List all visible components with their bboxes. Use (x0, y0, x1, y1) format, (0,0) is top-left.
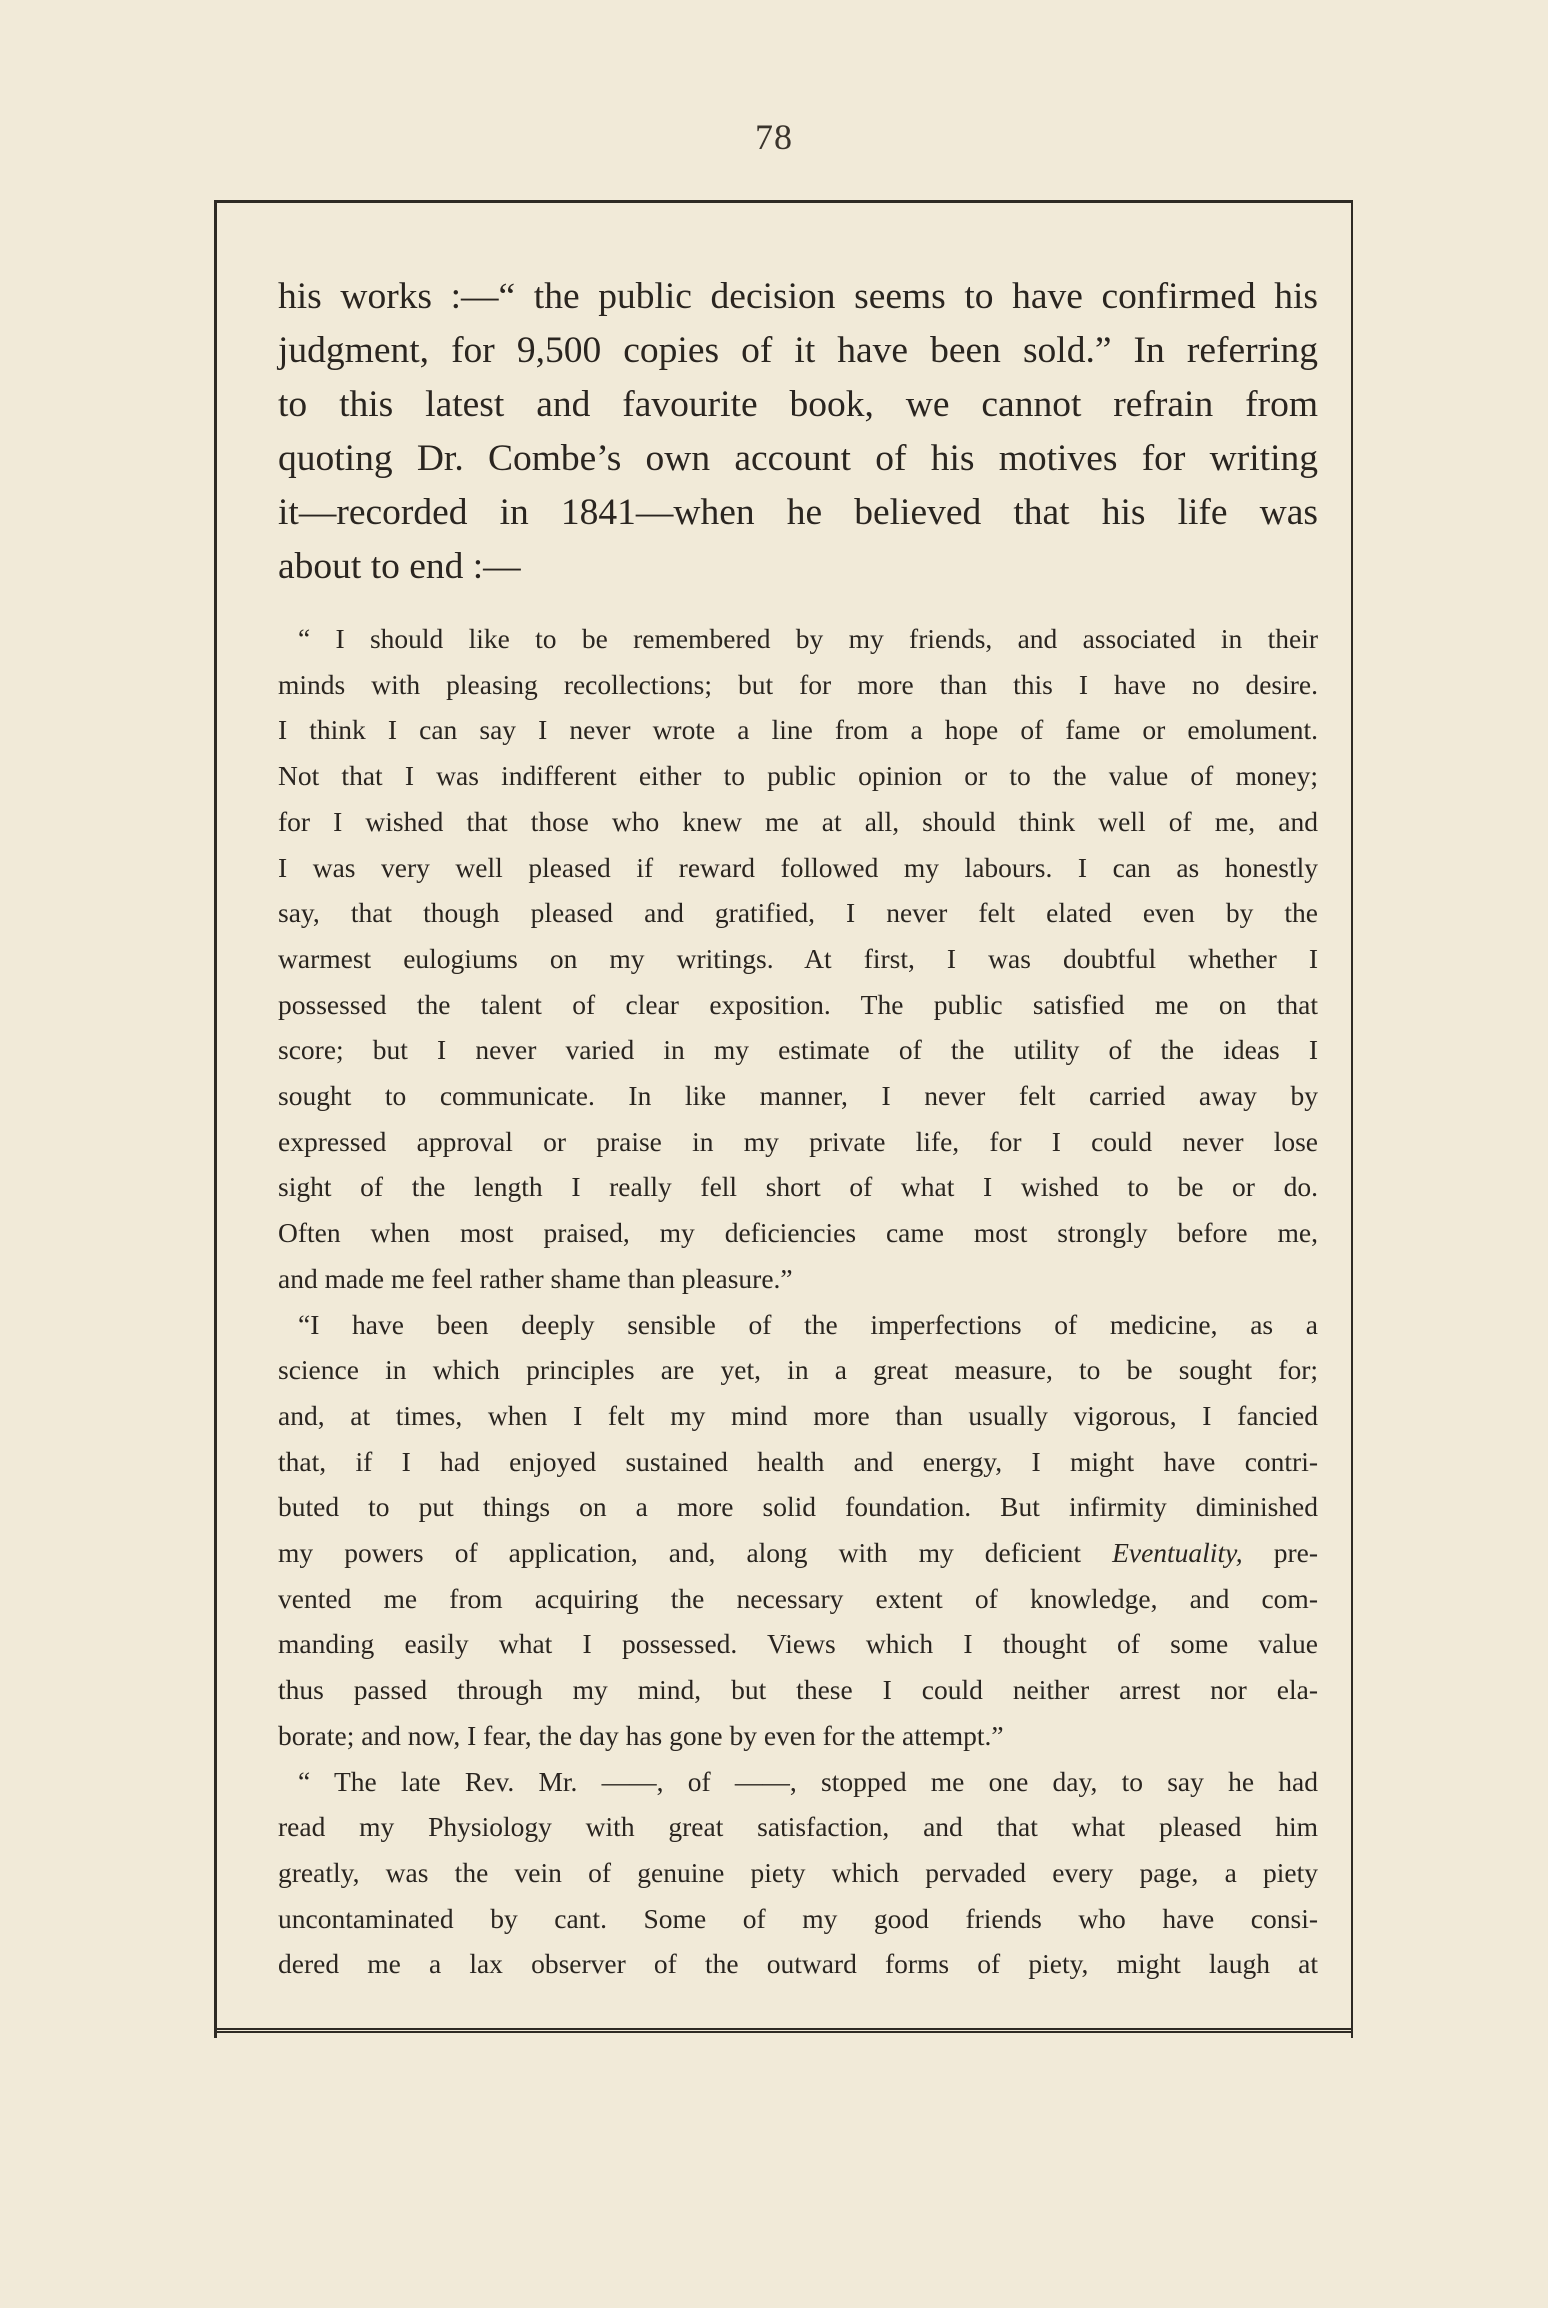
text-line: borate; and now, I fear, the day has gone by even for the attempt.” (278, 1719, 1004, 1751)
text-line: I think I can say I never wrote a line from a hope of fame or emolument. (278, 714, 1318, 746)
text-line: for I wished that those who knew me at all, should think well of me, and (278, 805, 1318, 837)
text-line: science in which principles are yet, in a great measure, to be sought for; (278, 1354, 1318, 1386)
text-line: “ The late Rev. Mr. ——, of ——, stopped me one day, to say he had (298, 1765, 1318, 1797)
text-line: buted to put things on a more solid foundation. But infirmity diminished (278, 1491, 1318, 1523)
text-segment: pre- (1242, 1537, 1318, 1569)
quoted-passage (278, 616, 1318, 1987)
text-line: and, at times, when I felt my mind more than usually vigorous, I fancied (278, 1399, 1318, 1431)
text-line: greatly, was the vein of genuine piety which pervaded every page, a piety (278, 1856, 1318, 1888)
text-line: I was very well pleased if reward followed my labours. I can as honestly (278, 851, 1318, 883)
text-segment: my powers of application, and, along with my deficient (278, 1537, 1113, 1569)
text-line: that, if I had enjoyed sustained health and energy, I might have contri- (278, 1445, 1318, 1477)
text-line: to this latest and favourite book, we cannot refrain from (278, 384, 1318, 425)
text-line: Not that I was indifferent either to public opinion or to the value of money; (278, 760, 1318, 792)
text-line: and made me feel rather shame than pleasure.” (278, 1262, 793, 1294)
text-line: score; but I never varied in my estimate of the utility of the ideas I (278, 1034, 1318, 1066)
lead-paragraph (278, 270, 1318, 594)
text-line: say, that though pleased and gratified, I never felt elated even by the (278, 897, 1318, 929)
text-line: possessed the talent of clear exposition. The public satisfied me on that (278, 988, 1318, 1020)
text-line: quoting Dr. Combe’s own account of his motives for writing (278, 438, 1318, 479)
text-line: Often when most praised, my deficiencies came most strongly before me, (278, 1217, 1318, 1249)
text-line: it—recorded in 1841—when he believed that his life was (278, 492, 1318, 533)
text-line: about to end :— (278, 546, 521, 587)
text-line: read my Physiology with great satisfaction, and that what pleased him (278, 1811, 1318, 1843)
text-line: judgment, for 9,500 copies of it have been sold.” In referring (278, 330, 1318, 371)
page-body (278, 270, 1318, 1987)
text-line: dered me a lax observer of the outward forms of piety, might laugh at (278, 1948, 1318, 1980)
text-line: warmest eulogiums on my writings. At first, I was doubtful whether I (278, 942, 1318, 974)
text-line-with-italic (278, 1530, 1318, 1576)
frame-bottom-rule (214, 2028, 1353, 2033)
text-line: “ I should like to be remembered by my friends, and associated in their (298, 623, 1318, 654)
text-line: his works :—“ the public decision seems to have confirmed his (278, 276, 1318, 317)
text-line: “I have been deeply sensible of the imperfections of medicine, as a (298, 1308, 1318, 1340)
text-line: sought to communicate. In like manner, I never felt carried away by (278, 1080, 1318, 1112)
text-line: vented me from acquiring the necessary extent of knowledge, and com- (278, 1582, 1318, 1614)
text-line: manding easily what I possessed. Views which I thought of some value (278, 1628, 1318, 1660)
text-line: uncontaminated by cant. Some of my good friends who have consi- (278, 1902, 1318, 1934)
italic-term: Eventuality, (1112, 1537, 1243, 1569)
page-number: 78 (755, 117, 793, 157)
text-line: sight of the length I really fell short of what I wished to be or do. (278, 1171, 1318, 1203)
text-line: minds with pleasing recollections; but for more than this I have no desire. (278, 668, 1318, 700)
text-line: thus passed through my mind, but these I could neither arrest nor ela- (278, 1674, 1318, 1706)
text-line: expressed approval or praise in my private life, for I could never lose (278, 1125, 1318, 1157)
